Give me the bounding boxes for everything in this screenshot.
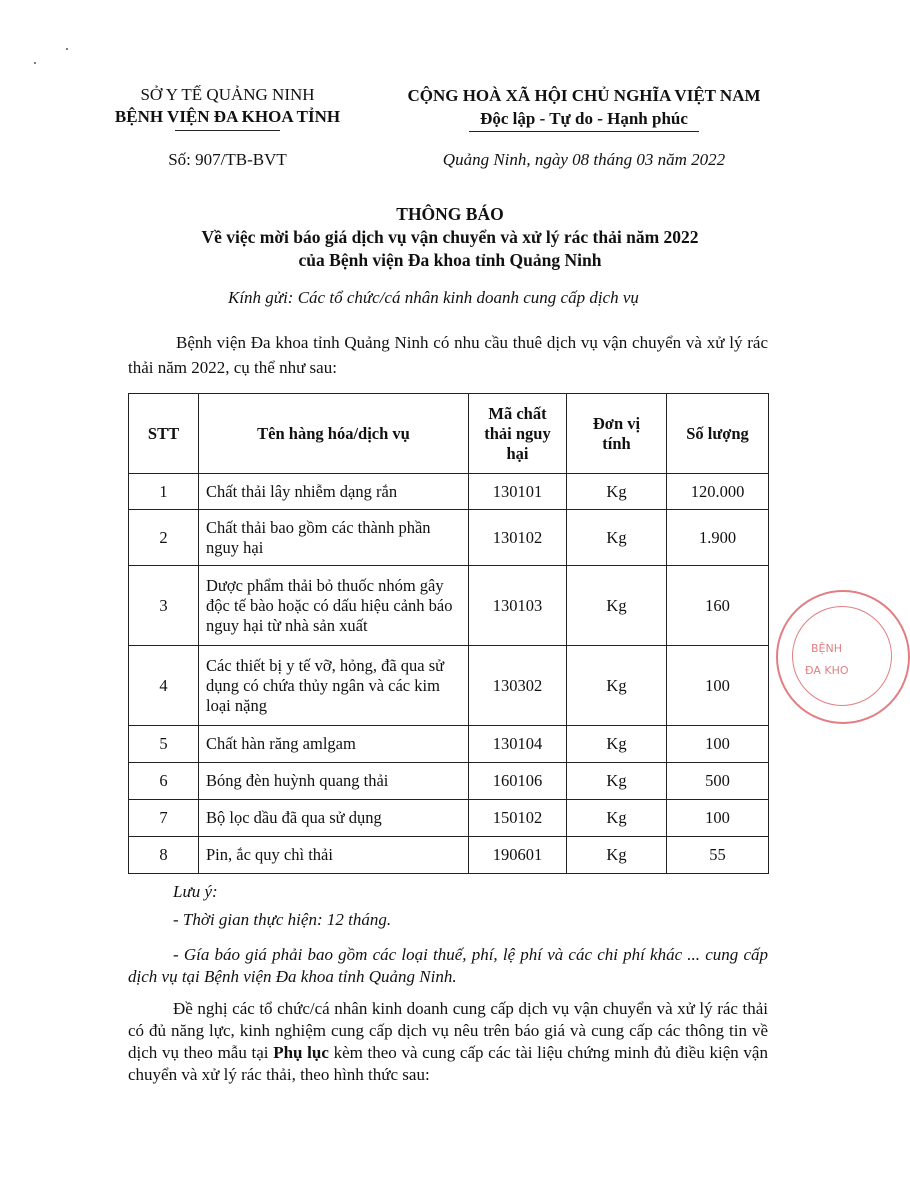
title-heading: THÔNG BÁO [396,204,504,224]
request-text-2: kèm theo và cung cấp các tài liệu chứng minh đủ điều kiện vận chuyển và xử lý rác thải, theo hình thức sau: [128,1043,768,1084]
table-header-row [129,394,769,474]
cell-unit: Kg [567,763,667,800]
intro-paragraph [128,330,768,380]
table-row [129,726,769,763]
note-duration: - Thời gian thực hiện: 12 tháng. [173,910,392,929]
national-header [378,84,790,132]
cell-code: 130104 [469,726,567,763]
document-number: Số: 907/TB-BVT [168,150,287,169]
cell-stt: 3 [129,566,199,646]
cell-unit: Kg [567,510,667,566]
cell-unit: Kg [567,474,667,510]
cell-code: 190601 [469,837,567,874]
cell-quantity: 100 [667,646,769,726]
cell-code: 160106 [469,763,567,800]
cell-unit: Kg [567,837,667,874]
cell-quantity: 500 [667,763,769,800]
hospital-stamp [776,590,910,724]
cell-unit: Kg [567,646,667,726]
cell-unit: Kg [567,800,667,837]
hospital-name: BỆNH VIỆN ĐA KHOA TỈNH [114,107,341,126]
cell-stt: 7 [129,800,199,837]
services-table [128,393,769,874]
cell-quantity: 160 [667,566,769,646]
note-label: Lưu ý: [173,882,218,901]
cell-stt: 2 [129,510,199,566]
intro-text: Bệnh viện Đa khoa tỉnh Quảng Ninh có nhu cầu thuê dịch vụ vận chuyển và xử lý rác thải năm 2022, cụ thể như sau: [128,333,768,377]
table-row [129,646,769,726]
motto: Độc lập - Tự do - Hạnh phúc [480,109,688,128]
notice-title [120,203,780,272]
header-stt: STT [129,394,199,474]
cell-stt: 6 [129,763,199,800]
cell-service: Chất hàn răng amlgam [199,726,469,763]
cell-quantity: 100 [667,726,769,763]
recipient-line: Kính gửi: Các tổ chức/cá nhân kinh doanh cung cấp dịch vụ [228,288,639,307]
table-row [129,566,769,646]
scan-speck [34,62,36,64]
issuer-underline [175,130,280,131]
place-date: Quảng Ninh, ngày 08 tháng 03 năm 2022 [442,150,726,169]
request-paragraph [128,998,768,1086]
request-text-1: Đề nghị các tổ chức/cá nhân kinh doanh cung cấp dịch vụ vận chuyển và xử lý rác thải có đủ năng lực, kinh nghiệm cung cấp dịch vụ nêu trên báo giá và cung cấp các thông tin về dịch vụ theo mẫu tại [128,999,768,1062]
cell-service: Chất thải lây nhiễm dạng rắn [199,474,469,510]
cell-service: Bộ lọc dầu đã qua sử dụng [199,800,469,837]
cell-quantity: 1.900 [667,510,769,566]
cell-quantity: 120.000 [667,474,769,510]
cell-code: 130103 [469,566,567,646]
table-row [129,800,769,837]
table-row [129,837,769,874]
cell-quantity: 55 [667,837,769,874]
appendix-ref: Phụ lục [273,1043,329,1062]
agency-name: SỞ Y TẾ QUẢNG NINH [140,85,315,104]
issuer-block [85,84,370,131]
scan-speck [66,48,68,50]
cell-code: 130102 [469,510,567,566]
header-waste-code: Mã chất thải nguy hại [469,394,567,474]
motto-underline [469,131,699,132]
table-row [129,763,769,800]
title-line-2: của Bệnh viện Đa khoa tỉnh Quảng Ninh [298,250,602,270]
header-service-name: Tên hàng hóa/dịch vụ [199,394,469,474]
cell-code: 130302 [469,646,567,726]
cell-service: Các thiết bị y tế vỡ, hỏng, đã qua sử dụng có chứa thủy ngân và các kim loại nặng [199,646,469,726]
cell-code: 130101 [469,474,567,510]
table-row [129,510,769,566]
cell-service: Chất thải bao gồm các thành phần nguy hại [199,510,469,566]
stamp-inner-ring [792,606,892,706]
stamp-text-1: BỆNH [811,642,842,655]
cell-service: Dược phẩm thải bỏ thuốc nhóm gây độc tế bào hoặc có dấu hiệu cảnh báo nguy hại từ nhà sản xuất [199,566,469,646]
table-row [129,474,769,510]
cell-stt: 8 [129,837,199,874]
cell-stt: 1 [129,474,199,510]
country-name: CỘNG HOÀ XÃ HỘI CHỦ NGHĨA VIỆT NAM [407,86,761,105]
stamp-text-2: ĐA KHO [805,664,849,677]
cell-stt: 4 [129,646,199,726]
cell-unit: Kg [567,566,667,646]
note-pricing: - Gía báo giá phải bao gồm các loại thuế, phí, lệ phí và các chi phí khác ... cung cấp dịch vụ tại Bệnh viện Đa khoa tỉnh Quảng Ninh. [128,945,768,986]
cell-service: Pin, ắc quy chì thải [199,837,469,874]
cell-unit: Kg [567,726,667,763]
cell-stt: 5 [129,726,199,763]
cell-code: 150102 [469,800,567,837]
title-line-1: Về việc mời báo giá dịch vụ vận chuyển và xử lý rác thải năm 2022 [201,227,699,247]
header-quantity: Số lượng [667,394,769,474]
cell-quantity: 100 [667,800,769,837]
cell-service: Bóng đèn huỳnh quang thải [199,763,469,800]
header-unit: Đơn vị tính [567,394,667,474]
